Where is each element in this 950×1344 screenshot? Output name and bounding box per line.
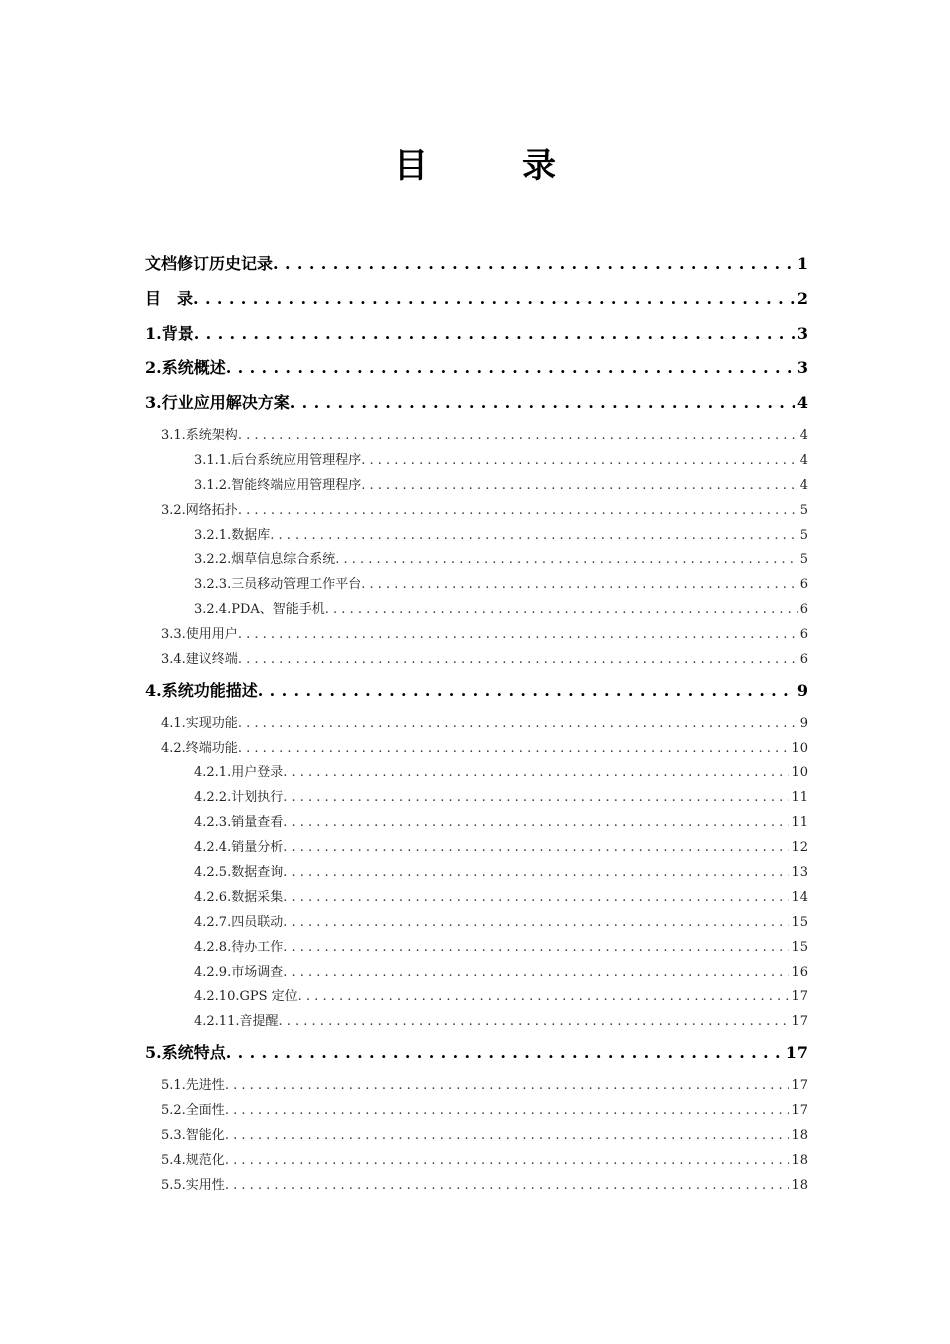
- toc-dot-leader: [194, 320, 795, 348]
- toc-entry-level-2[interactable]: [145, 623, 808, 648]
- toc-entry-page-number: 13: [791, 865, 808, 881]
- toc-dot-leader: [225, 1099, 790, 1124]
- toc-entry-label: 4.2.终端功能: [161, 740, 238, 756]
- toc-entry-page-number: 4: [799, 427, 808, 443]
- toc-entry-level-3[interactable]: [145, 911, 808, 936]
- toc-entry-level-3[interactable]: [145, 936, 808, 961]
- toc-entry-page-number: 18: [791, 1177, 808, 1193]
- toc-dot-leader: [361, 573, 798, 598]
- toc-entry-page-number: 2: [796, 288, 808, 308]
- toc-entry-page-number: 15: [791, 939, 808, 955]
- toc-entry-label: 3.4.建议终端: [161, 652, 238, 667]
- toc-entry-page-number: 4: [796, 393, 808, 413]
- toc-entry-page-number: 3: [796, 323, 808, 343]
- toc-entry-label: 2.系统概述: [145, 358, 226, 378]
- toc-dot-leader: [283, 786, 789, 811]
- toc-entry-level-1[interactable]: [145, 285, 808, 320]
- toc-entry-level-3[interactable]: [145, 811, 808, 836]
- toc-entry-page-number: 5: [799, 502, 808, 518]
- toc-entry-label: 4.2.6.数据采集: [194, 889, 284, 905]
- toc-entry-label: 4.2.3.销量查看: [194, 815, 284, 831]
- toc-entry-label: 4.2.8.待办工作: [194, 939, 284, 955]
- toc-entry-page-number: 12: [791, 840, 808, 856]
- toc-entry-page-number: 18: [791, 1127, 808, 1143]
- toc-entry-label: 3.2.1.数据库: [194, 527, 271, 543]
- toc-entry-page-number: 17: [791, 1014, 808, 1030]
- toc-dot-leader: [238, 712, 798, 737]
- toc-dot-leader: [238, 424, 798, 449]
- toc-entry-page-number: 1: [796, 254, 808, 273]
- toc-dot-leader: [283, 761, 789, 786]
- toc-entry-page-number: 16: [791, 964, 808, 980]
- toc-dot-leader: [258, 677, 795, 705]
- toc-entry-page-number: 6: [799, 602, 808, 618]
- toc-dot-leader: [238, 499, 798, 524]
- toc-entry-page-number: 6: [799, 627, 808, 643]
- toc-dot-leader: [225, 1149, 790, 1174]
- toc-entry-page-number: 17: [791, 1102, 808, 1118]
- toc-dot-leader: [290, 389, 795, 417]
- toc-entry-level-3[interactable]: [145, 786, 808, 811]
- toc-entry-label: 4.2.5.数据查询: [194, 865, 284, 881]
- toc-entry-page-number: 17: [791, 989, 808, 1005]
- toc-entry-label: 4.2.4.销量分析: [194, 840, 284, 856]
- toc-entry-level-3[interactable]: [145, 1010, 808, 1035]
- toc-dot-leader: [361, 474, 798, 499]
- toc-entry-level-2[interactable]: [145, 499, 808, 524]
- toc-entry-level-3[interactable]: [145, 598, 808, 623]
- toc-dot-leader: [238, 648, 798, 673]
- toc-entry-page-number: 10: [791, 765, 808, 781]
- toc-entry-level-3[interactable]: [145, 524, 808, 549]
- toc-entry-label: 5.5.实用性: [161, 1177, 225, 1193]
- toc-entry-label: 3.2.4.PDA、智能手机: [194, 602, 325, 618]
- toc-entry-label: 4.2.9.市场调查: [194, 964, 284, 980]
- toc-entry-label: 目 录: [145, 288, 194, 308]
- toc-dot-leader: [298, 985, 790, 1010]
- toc-entry-level-1[interactable]: [145, 250, 808, 285]
- page-title: 目 录: [394, 146, 586, 186]
- toc-dot-leader: [283, 911, 789, 936]
- toc-entry-page-number: 5: [799, 552, 808, 568]
- toc-entry-level-2[interactable]: [145, 424, 808, 449]
- toc-entry-level-1[interactable]: [145, 354, 808, 389]
- toc-dot-leader: [273, 250, 795, 278]
- toc-dot-leader: [283, 836, 789, 861]
- toc-entry-level-3[interactable]: [145, 548, 808, 573]
- toc-entry-level-2[interactable]: [145, 1124, 808, 1149]
- toc-entry-level-3[interactable]: [145, 985, 808, 1010]
- toc-dot-leader: [238, 737, 790, 762]
- toc-entry-level-1[interactable]: [145, 1039, 808, 1074]
- toc-entry-level-2[interactable]: [145, 1074, 808, 1099]
- toc-entry-level-1[interactable]: [145, 389, 808, 424]
- toc-entry-page-number: 11: [791, 815, 808, 831]
- toc-entry-label: 3.1.系统架构: [161, 427, 238, 443]
- toc-dot-leader: [283, 936, 789, 961]
- toc-entry-label: 5.4.规范化: [161, 1152, 225, 1168]
- toc-entry-label: 3.1.1.后台系统应用管理程序: [194, 452, 362, 468]
- toc-entry-level-3[interactable]: [145, 961, 808, 986]
- toc-entry-label: 3.1.2.智能终端应用管理程序: [194, 477, 362, 493]
- toc-dot-leader: [283, 961, 789, 986]
- toc-entry-label: 4.1.实现功能: [161, 715, 238, 731]
- toc-entry-label: 4.2.10.GPS 定位: [194, 989, 298, 1005]
- toc-entry-label: 4.2.11.音提醒: [194, 1014, 279, 1030]
- table-of-contents: [145, 250, 808, 1199]
- toc-entry-page-number: 15: [791, 914, 808, 930]
- toc-entry-level-2[interactable]: [145, 1174, 808, 1199]
- toc-dot-leader: [226, 1039, 784, 1067]
- toc-entry-level-3[interactable]: [145, 573, 808, 598]
- toc-entry-label: 1.背景: [145, 323, 194, 343]
- toc-entry-page-number: 3: [796, 358, 808, 378]
- toc-entry-page-number: 9: [796, 680, 808, 700]
- toc-entry-label: 3.行业应用解决方案: [145, 393, 290, 413]
- toc-dot-leader: [361, 449, 798, 474]
- toc-entry-label: 文档修订历史记录: [145, 254, 274, 273]
- toc-entry-page-number: 10: [791, 740, 808, 756]
- toc-dot-leader: [283, 811, 789, 836]
- toc-entry-label: 5.2.全面性: [161, 1102, 225, 1118]
- toc-entry-label: 5.1.先进性: [161, 1078, 225, 1094]
- toc-dot-leader: [283, 886, 789, 911]
- toc-entry-page-number: 4: [799, 452, 808, 468]
- toc-entry-level-2[interactable]: [145, 1099, 808, 1124]
- toc-entry-page-number: 4: [799, 477, 808, 493]
- toc-entry-label: 4.2.1.用户登录: [194, 765, 284, 781]
- toc-entry-page-number: 5: [799, 527, 808, 543]
- toc-entry-label: 3.2.2.烟草信息综合系统: [194, 552, 336, 568]
- toc-entry-level-2[interactable]: [145, 1149, 808, 1174]
- toc-dot-leader: [226, 354, 795, 382]
- toc-entry-page-number: 17: [785, 1043, 808, 1063]
- toc-entry-level-3[interactable]: [145, 861, 808, 886]
- toc-entry-label: 5.3.智能化: [161, 1127, 225, 1143]
- toc-dot-leader: [270, 524, 798, 549]
- toc-entry-level-2[interactable]: [145, 648, 808, 673]
- toc-dot-leader: [225, 1174, 790, 1199]
- toc-dot-leader: [325, 598, 798, 623]
- toc-dot-leader: [225, 1124, 790, 1149]
- toc-entry-level-1[interactable]: [145, 677, 808, 712]
- toc-dot-leader: [225, 1074, 790, 1099]
- toc-entry-page-number: 6: [799, 652, 808, 667]
- toc-entry-level-2[interactable]: [145, 737, 808, 762]
- toc-entry-level-3[interactable]: [145, 836, 808, 861]
- toc-dot-leader: [335, 548, 798, 573]
- toc-entry-level-3[interactable]: [145, 449, 808, 474]
- toc-entry-page-number: 9: [799, 715, 808, 731]
- toc-entry-label: 4.系统功能描述: [145, 680, 258, 700]
- toc-entry-level-1[interactable]: [145, 320, 808, 355]
- toc-entry-label: 4.2.7.四员联动: [194, 914, 284, 930]
- toc-dot-leader: [283, 861, 789, 886]
- toc-entry-page-number: 17: [791, 1078, 808, 1094]
- toc-entry-label: 5.系统特点: [145, 1043, 226, 1063]
- toc-entry-label: 4.2.2.计划执行: [194, 790, 284, 806]
- toc-entry-level-3[interactable]: [145, 886, 808, 911]
- toc-entry-page-number: 18: [791, 1152, 808, 1168]
- toc-dot-leader: [278, 1010, 789, 1035]
- toc-entry-level-3[interactable]: [145, 474, 808, 499]
- toc-entry-label: 3.3.使用用户: [161, 627, 238, 643]
- toc-entry-label: 3.2.网络拓扑: [161, 502, 238, 518]
- toc-entry-page-number: 11: [791, 790, 808, 806]
- toc-dot-leader: [238, 623, 798, 648]
- toc-entry-level-2[interactable]: [145, 712, 808, 737]
- toc-entry-page-number: 6: [799, 577, 808, 593]
- toc-entry-label: 3.2.3.三员移动管理工作平台: [194, 577, 362, 593]
- toc-entry-level-3[interactable]: [145, 761, 808, 786]
- toc-dot-leader: [193, 285, 795, 313]
- toc-entry-page-number: 14: [791, 889, 808, 905]
